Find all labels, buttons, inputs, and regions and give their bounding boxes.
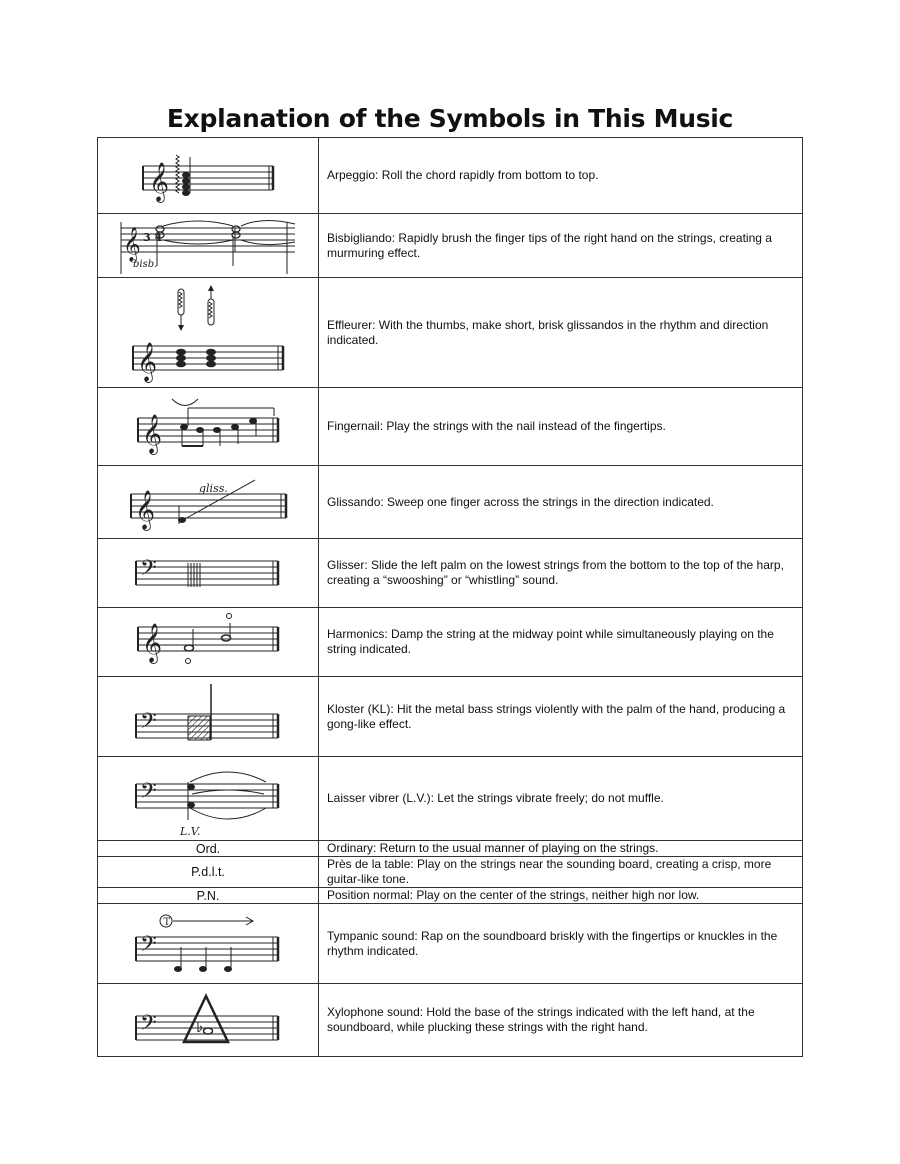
table-row <box>98 278 803 388</box>
symbol-cell <box>98 138 319 214</box>
table-row <box>98 539 803 608</box>
description-kloster: Kloster (KL): Hit the metal bass strings violently with the palm of the hand, producing a gong-like effect. <box>319 677 803 757</box>
symbol-cell <box>98 539 319 608</box>
symbol-cell <box>98 984 319 1057</box>
fingernail-notation <box>128 394 288 460</box>
symbol-cell <box>98 466 319 539</box>
description-glisser: Glisser: Slide the left palm on the lowest strings from the bottom to the top of the harp, creating a “swooshing” or “whistling” sound. <box>319 539 803 608</box>
symbol-pdlt: P.d.l.t. <box>98 857 319 888</box>
symbol-cell <box>98 757 319 841</box>
table-row <box>98 984 803 1057</box>
symbol-cell <box>98 388 319 466</box>
description-xylophone: Xylophone sound: Hold the base of the strings indicated with the left hand, at the soundboard, while plucking these strings with the right hand. <box>319 984 803 1057</box>
svg-text:𝄢: 𝄢 <box>140 708 157 739</box>
description-ordinary: Ordinary: Return to the usual manner of playing on the strings. <box>319 841 803 857</box>
table-row <box>98 904 803 984</box>
table-row <box>98 888 803 904</box>
symbol-cell <box>98 278 319 388</box>
table-row <box>98 757 803 841</box>
description-fingernail: Fingernail: Play the strings with the nail instead of the fingertips. <box>319 388 803 466</box>
bisb-label: bisb. <box>133 258 158 270</box>
xylophone-notation <box>128 988 288 1052</box>
symbol-cell <box>98 608 319 677</box>
svg-text:𝄢: 𝄢 <box>140 1011 157 1041</box>
description-harmonics: Harmonics: Damp the string at the midway point while simultaneously playing on the string indicated. <box>319 608 803 677</box>
page-title: Explanation of the Symbols in This Music <box>166 104 734 133</box>
description-position-normal: Position normal: Play on the center of the strings, neither high nor low. <box>319 888 803 904</box>
table-row <box>98 214 803 278</box>
glisser-notation <box>128 543 288 603</box>
table-row <box>98 857 803 888</box>
laisser-vibrer-notation <box>128 760 288 838</box>
svg-text:𝄢: 𝄢 <box>140 556 157 586</box>
harmonics-notation <box>128 611 288 673</box>
effleurer-notation <box>123 283 293 383</box>
gliss-label: gliss. <box>198 482 228 495</box>
symbol-ord: Ord. <box>98 841 319 857</box>
bisbigliando-notation <box>113 216 303 276</box>
table-row <box>98 388 803 466</box>
glissando-notation <box>121 472 296 532</box>
tympanic-marker: T <box>163 916 171 928</box>
lv-label: L.V. <box>180 824 201 838</box>
description-bisbigliando: Bisbigliando: Rapidly brush the finger tips of the right hand on the strings, creating a murmuring effect. <box>319 214 803 278</box>
symbol-cell <box>98 677 319 757</box>
description-arpeggio: Arpeggio: Roll the chord rapidly from bottom to top. <box>319 138 803 214</box>
svg-text:𝄞: 𝄞 <box>142 413 163 454</box>
time-signature: 3 4 <box>143 230 163 244</box>
description-effleurer: Effleurer: With the thumbs, make short, brisk glissandos in the rhythm and direction indicated. <box>319 278 803 388</box>
symbol-cell <box>98 214 319 278</box>
svg-text:𝄢: 𝄢 <box>140 778 157 809</box>
table-row <box>98 677 803 757</box>
description-glissando: Glissando: Sweep one finger across the strings in the direction indicated. <box>319 466 803 539</box>
svg-text:𝄞: 𝄞 <box>149 161 170 202</box>
svg-text:𝄞: 𝄞 <box>142 623 163 663</box>
description-tympanic: Tympanic sound: Rap on the soundboard briskly with the fingertips or knuckles in the rhythm indicated. <box>319 904 803 984</box>
svg-text:𝄞: 𝄞 <box>134 490 155 530</box>
symbol-cell <box>98 904 319 984</box>
kloster-notation <box>128 682 288 752</box>
description-pres-de-la-table: Près de la table: Play on the strings near the sounding board, creating a crisp, more guitar-like tone. <box>319 857 803 888</box>
symbol-pn: P.N. <box>98 888 319 904</box>
svg-text:𝄞: 𝄞 <box>123 226 141 262</box>
tympanic-notation <box>128 909 288 979</box>
arpeggio-notation <box>133 143 283 209</box>
table-row <box>98 138 803 214</box>
table-row <box>98 841 803 857</box>
table-row <box>98 608 803 677</box>
description-laisser-vibrer: Laisser vibrer (L.V.): Let the strings vibrate freely; do not muffle. <box>319 757 803 841</box>
table-row <box>98 466 803 539</box>
svg-text:𝄢: 𝄢 <box>140 931 157 962</box>
symbols-table <box>97 137 803 1057</box>
svg-text:𝄞: 𝄞 <box>137 341 158 382</box>
